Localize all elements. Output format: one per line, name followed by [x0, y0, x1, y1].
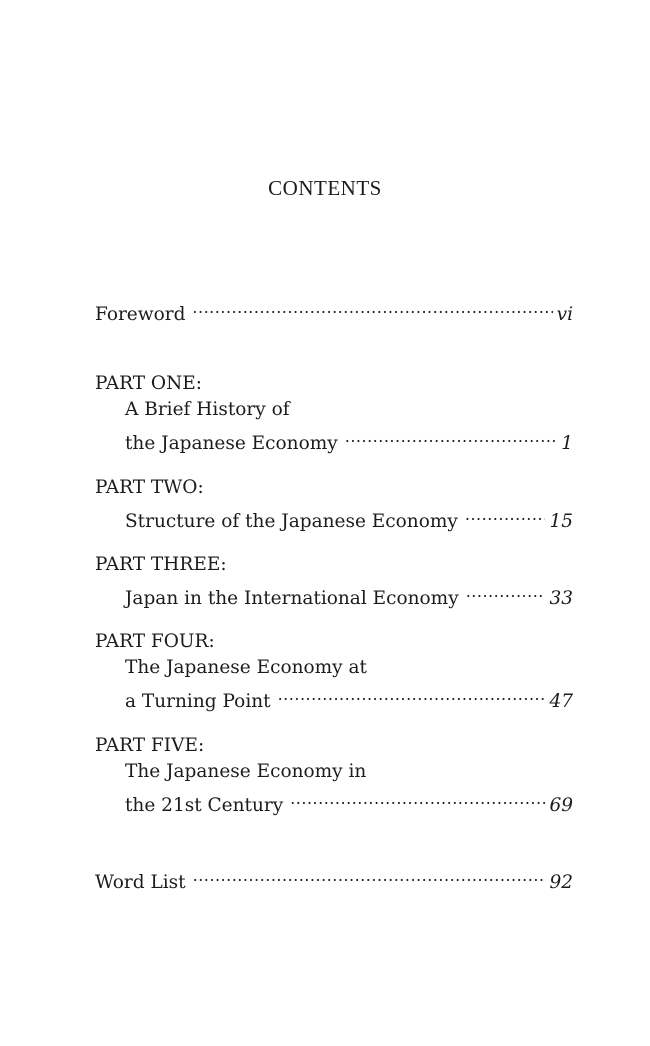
dot-leader [466, 578, 546, 604]
entry-label: the 21st Century [125, 795, 284, 816]
toc-entry-foreword[interactable] [95, 294, 573, 325]
toc-entry-part-five[interactable] [95, 733, 573, 816]
page-number: 1 [561, 433, 573, 454]
entry-line: The Japanese Economy at [125, 657, 367, 678]
entry-line: The Japanese Economy in [125, 761, 367, 782]
page-title: CONTENTS [268, 176, 382, 200]
entry-label: Foreword [95, 304, 186, 325]
dot-leader [290, 785, 545, 811]
page-number: 33 [549, 588, 573, 609]
entry-label: Japan in the International Economy [125, 588, 459, 609]
entry-label: Structure of the Japanese Economy [125, 511, 458, 532]
entry-label: the Japanese Economy [125, 433, 338, 454]
page-number: 69 [549, 795, 573, 816]
toc-entry-part-four[interactable] [95, 629, 573, 712]
page-number: 47 [549, 691, 573, 712]
dot-leader [278, 681, 546, 707]
dot-leader [345, 423, 557, 449]
entry-label: a Turning Point [125, 691, 271, 712]
toc-entry-word-list[interactable] [95, 862, 573, 893]
toc-entry-part-one[interactable] [95, 371, 573, 454]
toc-entry-part-three[interactable] [95, 552, 573, 609]
entry-line: A Brief History of [125, 399, 290, 420]
part-heading: PART ONE: [95, 373, 203, 394]
part-heading: PART FOUR: [95, 631, 215, 652]
entry-label: Word List [95, 872, 186, 893]
dot-leader [192, 294, 552, 320]
dot-leader [193, 862, 546, 888]
toc-entry-part-two[interactable] [95, 475, 573, 532]
page-number: 92 [549, 872, 573, 893]
part-heading: PART THREE: [95, 554, 227, 575]
page-number: 15 [549, 511, 573, 532]
part-heading: PART FIVE: [95, 735, 205, 756]
dot-leader [465, 501, 546, 527]
part-heading: PART TWO: [95, 477, 204, 498]
page-number: vi [556, 304, 573, 325]
